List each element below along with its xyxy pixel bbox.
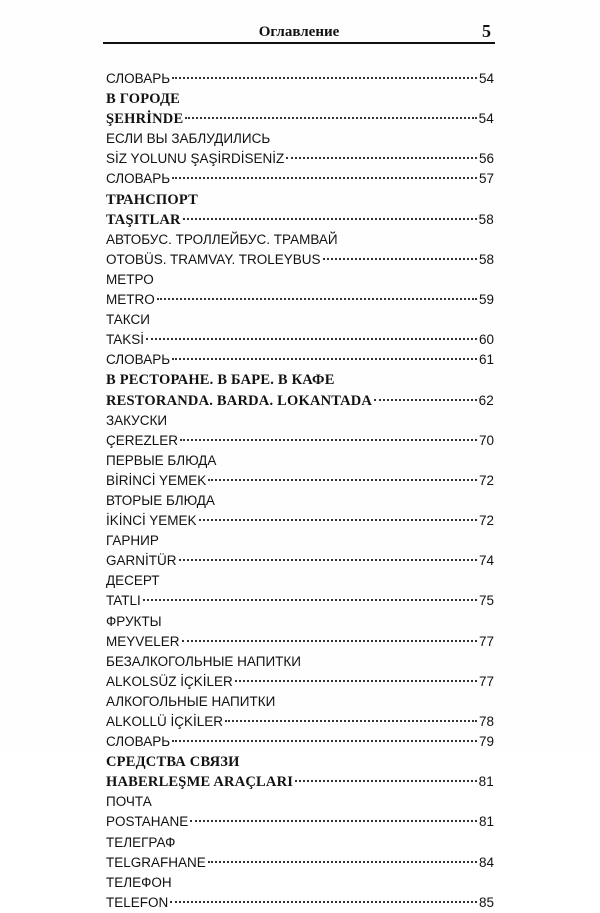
toc-entry (106, 109, 494, 129)
dot-leader (157, 298, 477, 300)
toc-entry-page-number: 57 (478, 171, 494, 187)
toc-entry-title: İKİNCİ YEMEK (106, 513, 197, 529)
toc-entry-title: В ГОРОДЕ (106, 91, 181, 108)
toc-entry-page-number: 74 (478, 553, 494, 569)
toc-entry-page-number: 54 (478, 71, 494, 86)
toc-entry-title: АЛКОГОЛЬНЫЕ НАПИТКИ (106, 693, 276, 709)
toc-entry-title: MEYVELER (106, 633, 180, 649)
toc-entry (106, 129, 494, 149)
toc-entry (106, 190, 494, 210)
toc-entry-page-number: 79 (478, 734, 494, 750)
toc-entry (106, 551, 494, 571)
toc-entry-page-number: 77 (478, 633, 494, 649)
toc-entry-title: В РЕСТОРАНЕ. В БАРЕ. В КАФЕ (106, 372, 335, 389)
toc-entry (106, 310, 494, 330)
dot-leader (208, 861, 477, 863)
dot-leader (146, 338, 477, 340)
toc-entry-page-number: 54 (478, 111, 494, 127)
toc-entry-page-number: 62 (478, 392, 494, 408)
toc-entry-title: OTOBÜS. TRAMVAY. TROLEYBUS (106, 251, 321, 267)
toc-entry-title: TAKSİ (106, 332, 145, 348)
dot-leader (143, 599, 477, 601)
toc-entry-title: HABERLEŞME ARAÇLARI (106, 774, 294, 791)
toc-entry (106, 491, 494, 511)
table-of-contents (106, 69, 494, 913)
toc-entry (106, 350, 494, 370)
toc-entry-title: POSTAHANE (106, 814, 189, 830)
toc-entry-title: TATLI (106, 593, 141, 609)
toc-entry-page-number: 77 (478, 673, 494, 689)
toc-entry-page-number: 78 (478, 714, 494, 729)
toc-entry (106, 893, 494, 913)
dot-leader (179, 559, 477, 561)
toc-entry-page-number: 81 (478, 814, 494, 830)
toc-entry-title: СРЕДСТВА СВЯЗИ (106, 754, 240, 771)
toc-entry-title: СЛОВАРЬ (106, 71, 171, 86)
toc-entry-title: TELEFON (106, 894, 169, 910)
toc-entry (106, 591, 494, 611)
toc-entry-title: SİZ YOLUNU ŞAŞİRDİSENİZ (106, 151, 285, 167)
toc-entry (106, 853, 494, 873)
dot-leader (323, 258, 477, 260)
dot-leader (286, 157, 477, 159)
toc-entry (106, 451, 494, 471)
toc-entry (106, 411, 494, 431)
toc-entry (106, 531, 494, 551)
toc-entry-title: METRO (106, 292, 155, 308)
toc-entry-title: BİRİNCİ YEMEK (106, 472, 207, 488)
dot-leader (190, 820, 477, 822)
dot-leader (172, 177, 477, 179)
toc-entry-page-number: 72 (478, 513, 494, 529)
toc-entry-page-number: 85 (478, 894, 494, 910)
toc-entry (106, 752, 494, 772)
toc-entry (106, 712, 494, 732)
toc-entry (106, 652, 494, 672)
toc-entry-title: GARNİTÜR (106, 553, 177, 569)
toc-entry (106, 230, 494, 250)
toc-entry-title: СЛОВАРЬ (106, 352, 171, 368)
toc-entry (106, 772, 494, 792)
toc-entry-title: ТЕЛЕФОН (106, 874, 172, 890)
toc-entry-title: RESTORANDA. BARDA. LOKANTADA (106, 392, 373, 409)
toc-entry-page-number: 61 (478, 352, 494, 368)
toc-entry-title: СЛОВАРЬ (106, 734, 171, 750)
toc-entry-title: БЕЗАЛКОГОЛЬНЫЕ НАПИТКИ (106, 653, 301, 669)
dot-leader (235, 680, 477, 682)
dot-leader (170, 901, 477, 903)
toc-entry-title: ТРАНСПОРТ (106, 191, 198, 208)
dot-leader (172, 358, 477, 360)
dot-leader (199, 519, 477, 521)
toc-entry (106, 290, 494, 310)
toc-entry-title: ПЕРВЫЕ БЛЮДА (106, 452, 217, 468)
toc-entry-title: ДЕСЕРТ (106, 573, 160, 589)
toc-entry-title: ÇEREZLER (106, 432, 179, 448)
toc-entry-page-number: 75 (478, 593, 494, 609)
toc-entry-page-number: 59 (478, 292, 494, 308)
dot-leader (182, 640, 477, 642)
dot-leader (172, 740, 477, 742)
dot-leader (183, 218, 477, 220)
toc-entry-page-number: 60 (478, 332, 494, 348)
toc-entry (106, 571, 494, 591)
dot-leader (185, 117, 476, 119)
toc-entry (106, 873, 494, 893)
dot-leader (172, 77, 477, 79)
toc-entry (106, 431, 494, 451)
toc-entry (106, 89, 494, 109)
running-header (103, 20, 495, 44)
toc-entry (106, 732, 494, 752)
toc-entry-title: ВТОРЫЕ БЛЮДА (106, 492, 215, 508)
toc-entry (106, 330, 494, 350)
dot-leader (225, 720, 477, 722)
toc-entry-title: МЕТРО (106, 271, 154, 287)
dot-leader (180, 439, 477, 441)
dot-leader (208, 479, 477, 481)
toc-entry-page-number: 81 (478, 774, 494, 790)
toc-entry-title: ALKOLLÜ İÇKİLER (106, 714, 224, 729)
toc-entry-title: ЗАКУСКИ (106, 412, 168, 428)
toc-entry (106, 149, 494, 169)
toc-entry-title: ŞEHRİNDE (106, 111, 184, 128)
header-title: Оглавление (258, 24, 340, 40)
toc-entry-title: ЕСЛИ ВЫ ЗАБЛУДИЛИСЬ (106, 131, 271, 147)
toc-entry (106, 632, 494, 652)
toc-entry (106, 612, 494, 632)
toc-entry-title: ПОЧТА (106, 794, 152, 810)
toc-entry-title: ТЕЛЕГРАФ (106, 834, 176, 850)
toc-entry (106, 270, 494, 290)
toc-entry (106, 511, 494, 531)
toc-entry (106, 692, 494, 712)
header-page-number: 5 (482, 21, 491, 41)
toc-entry-title: TELGRAFHANE (106, 854, 206, 870)
toc-entry-page-number: 56 (478, 151, 494, 167)
toc-entry-page-number: 84 (478, 854, 494, 870)
toc-entry-page-number: 70 (478, 432, 494, 448)
toc-entry (106, 391, 494, 411)
dot-leader (295, 780, 476, 782)
toc-entry-title: СЛОВАРЬ (106, 171, 171, 187)
toc-entry (106, 169, 494, 189)
toc-entry-title: АВТОБУС. ТРОЛЛЕЙБУС. ТРАМВАЙ (106, 231, 338, 247)
toc-entry-title: ФРУКТЫ (106, 613, 162, 629)
toc-entry-page-number: 58 (478, 251, 494, 267)
toc-entry-title: ALKOLSÜZ İÇKİLER (106, 673, 233, 689)
toc-entry (106, 812, 494, 832)
toc-entry (106, 792, 494, 812)
dot-leader (374, 399, 476, 401)
toc-entry-page-number: 72 (478, 472, 494, 488)
toc-entry (106, 210, 494, 230)
toc-entry (106, 833, 494, 853)
toc-entry-page-number: 58 (478, 211, 494, 227)
toc-entry-title: ГАРНИР (106, 533, 159, 549)
toc-entry (106, 370, 494, 390)
toc-entry (106, 672, 494, 692)
toc-entry (106, 69, 494, 89)
toc-entry-title: TAŞITLAR (106, 211, 181, 228)
toc-entry (106, 250, 494, 270)
toc-entry (106, 471, 494, 491)
toc-entry-title: ТАКСИ (106, 312, 150, 328)
